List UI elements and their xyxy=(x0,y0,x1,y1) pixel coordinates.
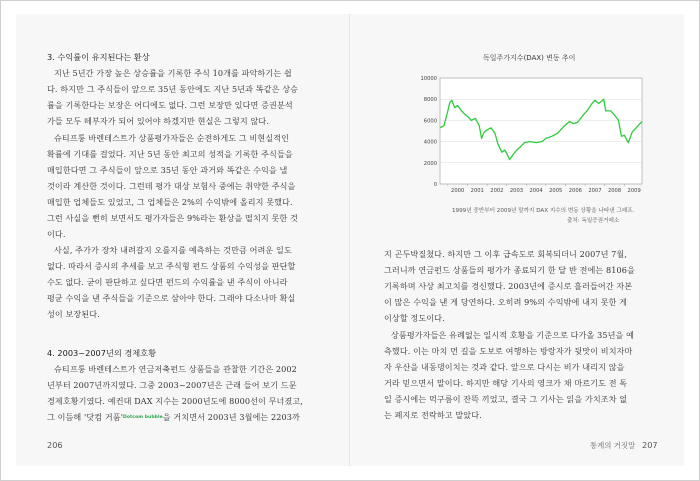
text-line: 일 증시에는 먹구름이 잔뜩 끼었고, 결국 그 기사는 읽을 가치조차 없 xyxy=(384,394,628,404)
text-line: 사실, 주가가 장차 내려갈지 오를지를 예측하는 것만큼 어려운 일도 xyxy=(54,245,292,255)
y-tick-label: 0 xyxy=(433,182,437,188)
text-line: 거라 믿으면서 말이다. 하지만 해당 기사의 영크가 채 마르기도 전 독 xyxy=(384,378,628,388)
text-line: 자 우산을 내동댕이치는 것과 같다. 앞으로 다시는 비가 내리지 않을 xyxy=(384,362,625,372)
text-line: 슈티프퉁 바렌테스트가 상품평가자들은 순전하게도 그 비현실적인 xyxy=(54,133,290,143)
section-heading: 4. 2003~2007년의 경제호황 xyxy=(47,348,157,358)
text-line: 상품평가자들은 유례없는 일시적 호황을 기준으로 다가올 35년을 예 xyxy=(391,330,635,340)
text-line xyxy=(47,412,300,423)
y-tick-label: 2000 xyxy=(423,160,437,167)
text-line: 수도 없다. 굳이 판단하고 싶다면 펀드의 수익률을 낸 주식이 아니라 xyxy=(47,277,288,287)
x-tick-label: 2002 xyxy=(490,188,504,194)
section-heading: 3. 수익률이 유지된다는 환상 xyxy=(47,52,150,62)
x-tick-label: 2004 xyxy=(529,188,543,194)
text-line: 이다. xyxy=(47,229,66,239)
running-head: 통계의 거짓말 xyxy=(590,441,636,450)
y-tick-label: 6000 xyxy=(423,118,437,125)
text-line: 그러니까 연금펀드 상품들의 평가가 종료되기 한 달 반 전에는 8106을 xyxy=(384,265,635,275)
x-tick-label: 2009 xyxy=(627,188,641,194)
text-line: 년부터 2007년까지였다. 그중 2003~2007년은 근래 들어 보기 드문 xyxy=(47,380,297,390)
x-tick-label: 2001 xyxy=(470,188,484,194)
text-line: 것이라 계산한 것이다. 그런데 평가 대상 보험사 중에는 취약한 주식을 xyxy=(47,181,296,191)
annotation-marker: Dotcom bubble xyxy=(123,415,163,420)
text-line: 기록하며 사상 최고치를 경신했다. 2003년에 증시로 흘러들어간 자본 xyxy=(384,281,633,291)
page-number-right: 207 xyxy=(642,440,658,450)
text-line: 지 곤두박질쳤다. 하지만 그 이후 급속도로 회복되더니 2007년 7월, xyxy=(384,249,628,259)
text-fragment: 을 거치면서 2003년 3월에는 2203까 xyxy=(162,412,300,422)
x-tick-label: 2005 xyxy=(549,188,563,194)
plot-area xyxy=(440,78,642,184)
y-tick-label: 10000 xyxy=(420,76,437,82)
text-line: 확률에 기대를 걸었다. 지난 5년 동안 최고의 성적을 기록한 주식들을 xyxy=(47,149,293,159)
text-line: 매입한다면 그 주식들이 앞으로 35년 동안 과거와 똑같은 수익을 낼 xyxy=(47,165,288,175)
text-line: 슈티프퉁 바렌테스트가 연금저축펀드 상품들을 관찰한 기간은 2002 xyxy=(54,364,297,374)
text-fragment: 그 이듬해 '닷컴 거품' xyxy=(47,412,124,422)
x-tick-label: 2003 xyxy=(509,188,524,194)
text-line: 지난 5년간 가장 높은 상승률을 기록한 주식 10개를 파악하기는 쉽 xyxy=(54,68,292,78)
text-line: 는 폐지로 전락하고 말았다. xyxy=(384,410,482,420)
dax-line-chart xyxy=(410,70,650,200)
text-line: 이상할 정도이다. xyxy=(384,313,445,323)
text-line: 매입한 업체들도 있었고, 그 업체들은 2%의 수익밖에 올리지 못했다. xyxy=(47,197,293,207)
text-line: 그런 사실을 뻔히 보면서도 평가자들은 9%라는 환상을 떨치지 못한 것 xyxy=(47,213,298,223)
text-line: 없다. 따라서 증시의 추세를 보고 주식형 펀드 상품의 수익성을 판단할 xyxy=(47,261,296,271)
page-number-left: 206 xyxy=(47,440,63,450)
text-line: 률을 기록한다는 보장은 어디에도 없다. 그런 보장만 있다면 증권분석 xyxy=(47,100,293,110)
text-line: 다. 하지만 그 주식들이 앞으로 35년 동안에도 지난 5년과 똑같은 상승 xyxy=(47,84,299,94)
chart-title: 독일주가지수(DAX) 변동 추이 xyxy=(483,54,576,62)
text-line: 측했다. 이는 마치 먼 길을 도보로 여행하는 방랑자가 뒷맛이 비치자마 xyxy=(384,346,633,356)
chart-source: 출처: 독일증권거래소 xyxy=(567,218,620,224)
y-tick-label: 4000 xyxy=(423,139,437,146)
x-tick-label: 2007 xyxy=(588,188,602,194)
x-tick-label: 2006 xyxy=(568,188,582,194)
x-tick-label: 2000 xyxy=(451,188,465,194)
book-gutter xyxy=(349,14,350,466)
text-line: 경제호황기였다. 예컨대 DAX 지수는 2000년도에 8000선이 무너졌고, xyxy=(47,396,303,406)
text-line: 평균 수익을 낸 주식들을 기준으로 삼아야 한다. 그래야 다소나마 확실 xyxy=(47,293,296,303)
chart-caption: 1999년 중반부터 2009년 말까지 DAX 지수의 변동 상황을 나타낸 그래프. xyxy=(452,208,635,214)
y-tick-label: 8000 xyxy=(423,97,437,104)
text-line: 가들 모두 떼부자가 되어 있어야 하겠지만 현실은 그렇지 않다. xyxy=(47,116,270,126)
x-tick-label: 2008 xyxy=(607,188,622,194)
text-line: 성이 보장된다. xyxy=(47,309,100,319)
text-line: 이 많은 수익을 낸 게 당연하다. 오히려 9%의 수익밖에 내지 못한 게 xyxy=(384,297,628,307)
